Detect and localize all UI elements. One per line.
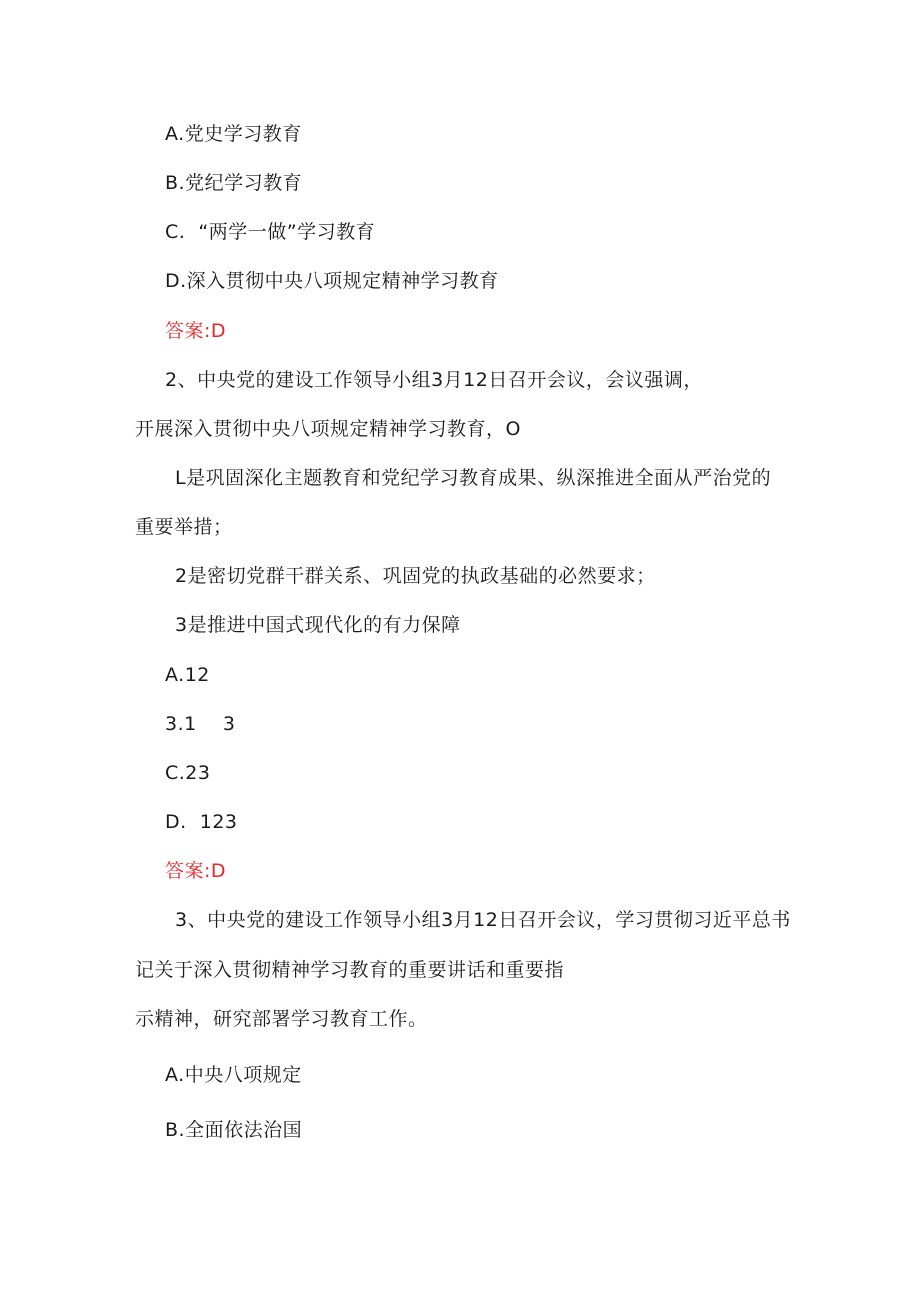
q1-option-b: B.党纪学习教育: [165, 172, 303, 194]
q2-stem-line-2: 开展深入贯彻中央八项规定精神学习教育，O: [135, 418, 521, 440]
q2-option-d: D. 123: [165, 811, 238, 833]
q1-option-d: D.深入贯彻中央八项规定精神学习教育: [165, 270, 499, 292]
q3-stem-line-3: 示精神，研究部署学习教育工作。: [135, 1008, 428, 1030]
q3-option-b: B.全面依法治国: [165, 1119, 303, 1141]
q2-statement-1-cont: 重要举措；: [135, 516, 233, 538]
q3-stem-line-1: 3、中央党的建设工作领导小组3月12日召开会议，学习贯彻习近平总书: [175, 909, 791, 931]
q2-statement-3: 3是推进中国式现代化的有力保障: [175, 614, 461, 636]
q2-option-a: A.12: [165, 664, 210, 686]
q2-option-c: C.23: [165, 762, 211, 784]
q2-stem-line-1: 2、中央党的建设工作领导小组3月12日召开会议，会议强调，: [165, 369, 703, 391]
q3-stem-line-2: 记关于深入贯彻精神学习教育的重要讲话和重要指: [135, 959, 565, 981]
q2-statement-2: 2是密切党群干群关系、巩固党的执政基础的必然要求；: [175, 565, 656, 587]
q1-answer: 答案:D: [165, 320, 227, 342]
q2-answer: 答案:D: [165, 860, 227, 882]
q1-option-c: C. “两学一做”学习教育: [165, 221, 376, 243]
q3-option-a: A.中央八项规定: [165, 1064, 302, 1086]
q1-option-a: A.党史学习教育: [165, 123, 302, 145]
q2-option-b: 3.1 3: [165, 713, 236, 735]
q2-statement-1: L是巩固深化主题教育和党纪学习教育成果、纵深推进全面从严治党的: [175, 467, 772, 489]
